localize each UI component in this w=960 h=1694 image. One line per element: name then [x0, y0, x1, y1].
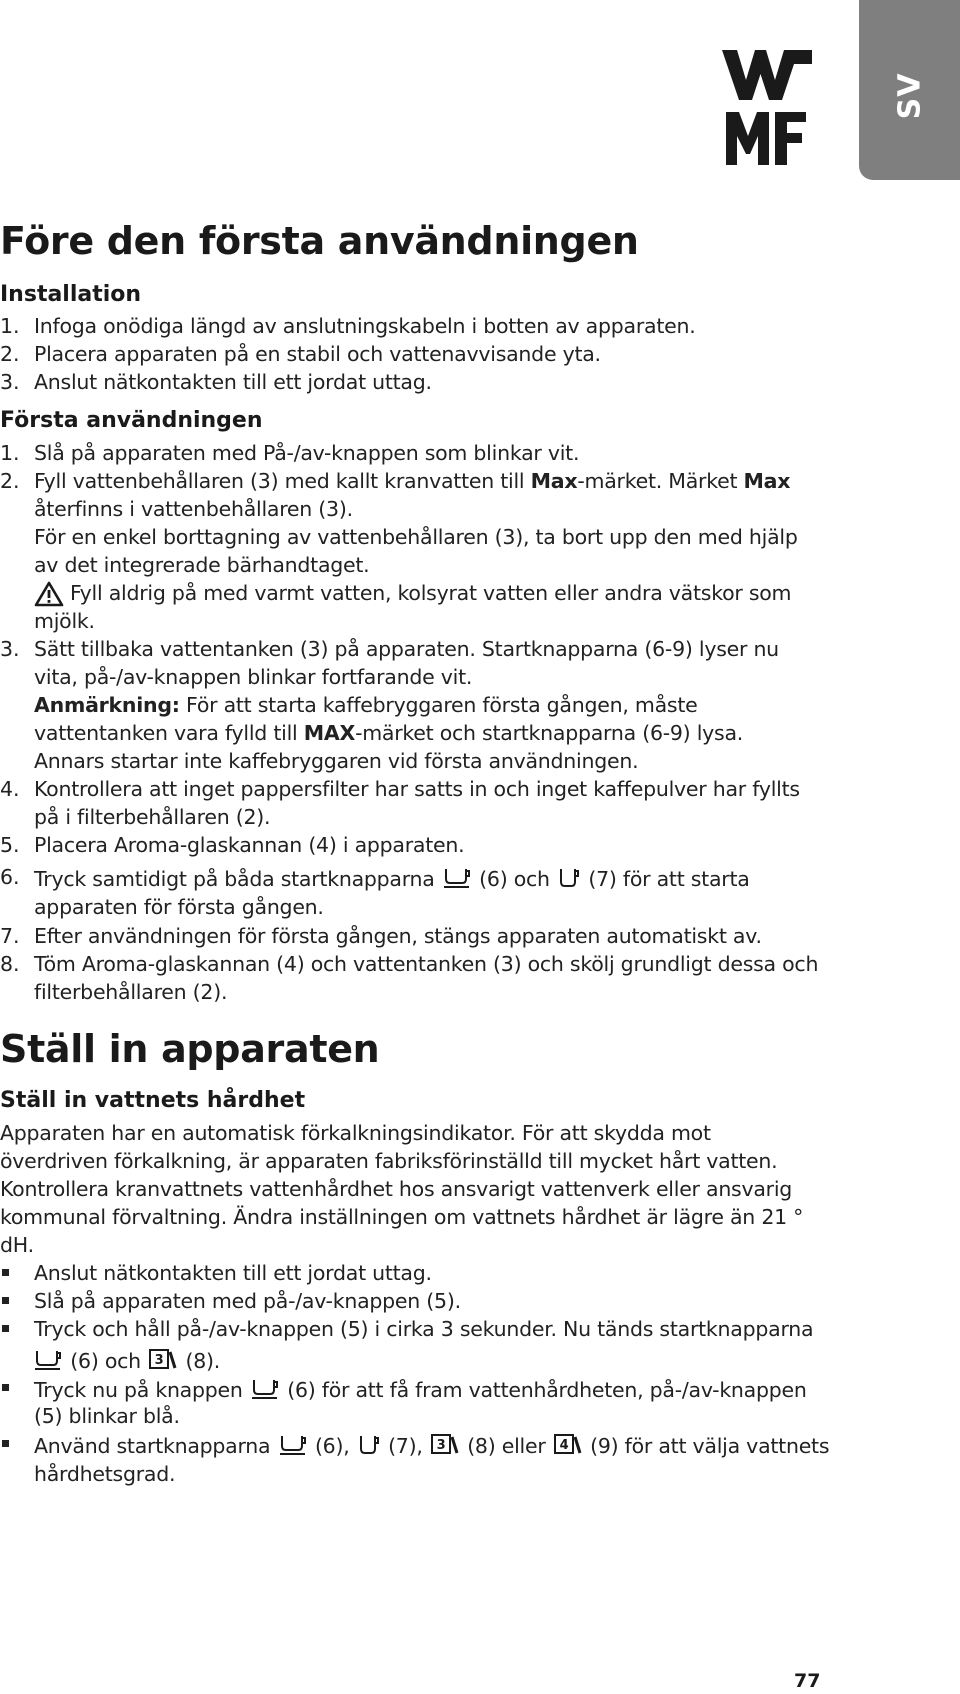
four-cups-icon [554, 1434, 582, 1456]
text-run: (6) och [479, 867, 550, 891]
one-cup-icon [558, 867, 580, 889]
text-run: Tryck samtidigt på båda startknapparna [34, 867, 435, 891]
text-run: Använd startknapparna [34, 1434, 271, 1458]
step-text: på i filterbehållaren (2). [34, 805, 271, 829]
step-text: Efter användningen för första gången, stängs apparaten automatiskt av. [34, 924, 762, 948]
item-number: 2. [0, 342, 20, 366]
section-title-first-use: Före den första användningen [0, 219, 639, 263]
two-cups-icon [34, 1349, 62, 1371]
paragraph-line: Apparaten har en automatisk förkalkningsindikator. För att skydda mot [0, 1121, 711, 1145]
text-run: vattentanken vara fylld till [34, 721, 304, 745]
step-number: 7. [0, 924, 20, 948]
bullet-marker [2, 1384, 9, 1391]
two-cups-icon [251, 1378, 279, 1400]
step-text: Kontrollera att inget pappersfilter har satts in och inget kaffepulver har fyllts [34, 777, 800, 801]
bullet-text [34, 1378, 807, 1401]
svg-text:3: 3 [436, 1438, 446, 1453]
section-title-setup: Ställ in apparaten [0, 1027, 380, 1071]
max-mark-label: MAX [303, 721, 356, 745]
text-run: -märket. Märket [577, 469, 744, 493]
paragraph-line: dH. [0, 1233, 34, 1257]
warning-triangle-icon [34, 581, 64, 607]
step-text: Placera Aroma-glaskannan (4) i apparaten. [34, 833, 465, 857]
three-cups-icon [431, 1434, 459, 1456]
paragraph-line: kommunal förvaltning. Ändra inställningen om vattnets hårdhet är lägre än 21 ° [0, 1205, 804, 1229]
paragraph-line: av det integrerade bärhandtaget. [34, 553, 370, 577]
bullet-marker [2, 1325, 9, 1332]
step-text: filterbehållaren (2). [34, 980, 228, 1004]
bullet-text: hårdhetsgrad. [34, 1462, 176, 1486]
bullet-text: (5) blinkar blå. [34, 1404, 180, 1428]
text-run: Tryck nu på knappen [34, 1378, 243, 1402]
text-run: (7) för att starta [588, 867, 750, 891]
step-number: 5. [0, 833, 20, 857]
text-run: (8) eller [467, 1434, 546, 1458]
svg-text:3: 3 [154, 1353, 164, 1368]
heading-first-use: Första användningen [0, 408, 263, 433]
wmf-logo [722, 50, 812, 165]
language-tab [859, 0, 960, 180]
step-text: apparaten för första gången. [34, 895, 324, 919]
note-line: Annars startar inte kaffebryggaren vid första användningen. [34, 749, 639, 773]
step-number: 6. [0, 865, 20, 889]
item-text: Placera apparaten på en stabil och vattenavvisande yta. [34, 342, 601, 366]
paragraph-line: För en enkel borttagning av vattenbehållaren (3), ta bort upp den med hjälp [34, 525, 798, 549]
step-number: 4. [0, 777, 20, 801]
item-text: Infoga onödiga längd av anslutningskabeln i botten av apparaten. [34, 314, 696, 338]
step-text: återfinns i vattenbehållaren (3). [34, 497, 353, 521]
text-run: (8). [185, 1349, 221, 1373]
item-number: 1. [0, 314, 20, 338]
note-line [34, 695, 698, 716]
heading-water-hardness: Ställ in vattnets hårdhet [0, 1088, 306, 1113]
text-run: (6), [314, 1434, 350, 1458]
two-cups-icon [279, 1434, 307, 1456]
three-cups-icon [149, 1349, 177, 1371]
bullet-text: Tryck och håll på-/av-knappen (5) i cirka 3 sekunder. Nu tänds startknapparna [34, 1317, 814, 1341]
bullet-marker [2, 1440, 9, 1447]
note-line [34, 723, 743, 744]
paragraph-line: överdriven förkalkning, är apparaten fabriksförinställd till mycket hårt vatten. [0, 1149, 778, 1173]
text-run: (9) för att välja vattnets [590, 1434, 830, 1458]
text-run: För att starta kaffebryggaren första gången, måste [179, 693, 698, 717]
max-mark-label: Max [743, 469, 791, 493]
language-code: SV [892, 72, 927, 120]
one-cup-icon [358, 1434, 380, 1456]
heading-installation: Installation [0, 282, 142, 307]
step-number: 2. [0, 469, 20, 493]
warning-text: mjölk. [34, 609, 95, 633]
bullet-text: Anslut nätkontakten till ett jordat uttag. [34, 1261, 432, 1285]
step-number: 8. [0, 952, 20, 976]
step-text: vita, på-/av-knappen blinkar fortfarande vit. [34, 665, 473, 689]
page-number: 77 [794, 1670, 821, 1692]
bullet-text [34, 1349, 220, 1372]
step-text: Slå på apparaten med På-/av-knappen som blinkar vit. [34, 441, 580, 465]
paragraph-line: Kontrollera kranvattnets vattenhårdhet hos ansvarigt vattenverk eller ansvarig [0, 1177, 793, 1201]
text-run: (6) och [70, 1349, 141, 1373]
step-number: 1. [0, 441, 20, 465]
step-text: Sätt tillbaka vattentanken (3) på apparaten. Startknapparna (6-9) lyser nu [34, 637, 779, 661]
bullet-text: Slå på apparaten med på-/av-knappen (5). [34, 1289, 461, 1313]
step-text: Töm Aroma-glaskannan (4) och vattentanken (3) och skölj grundligt dessa och [34, 952, 819, 976]
warning-text: Fyll aldrig på med varmt vatten, kolsyrat vatten eller andra vätskor som [70, 581, 792, 605]
bullet-text [34, 1434, 829, 1457]
step-text [34, 471, 790, 492]
bullet-marker [2, 1269, 9, 1276]
text-run: -märket och startknapparna (6-9) lysa. [355, 721, 744, 745]
item-text: Anslut nätkontakten till ett jordat uttag. [34, 370, 432, 394]
text-run: (7), [388, 1434, 423, 1458]
note-label: Anmärkning: [34, 693, 180, 717]
two-cups-icon [443, 867, 471, 889]
text-run: (6) för att få fram vattenhårdheten, på-/av-knappen [287, 1378, 807, 1402]
item-number: 3. [0, 370, 20, 394]
bullet-marker [2, 1297, 9, 1304]
step-number: 3. [0, 637, 20, 661]
text-run: Fyll vattenbehållaren (3) med kallt kranvatten till [34, 469, 531, 493]
step-text [34, 867, 750, 890]
max-mark-label: Max [530, 469, 578, 493]
svg-text:4: 4 [559, 1438, 569, 1453]
